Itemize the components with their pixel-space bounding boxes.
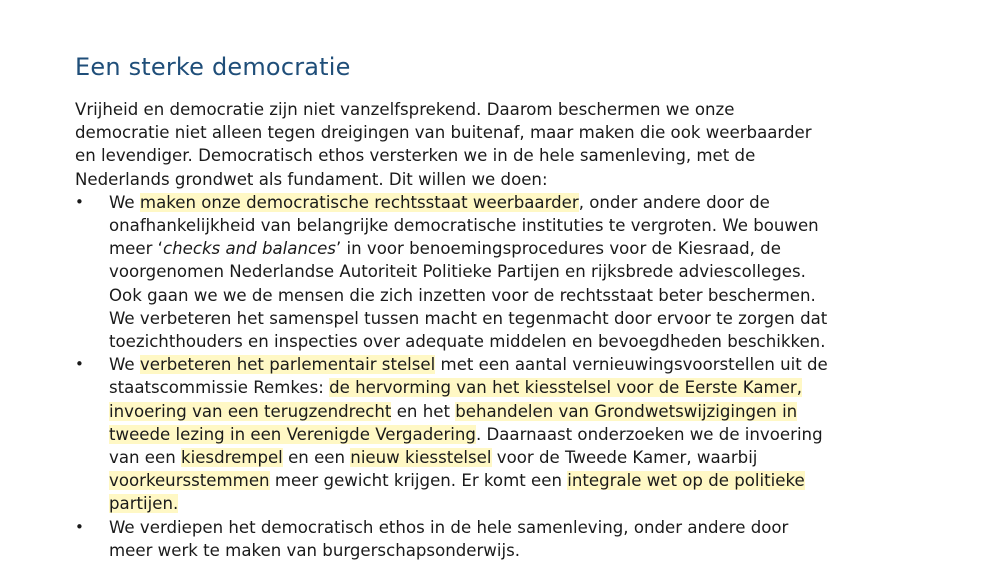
- text-segment: , onder andere door de: [578, 192, 770, 212]
- bullet-line: [109, 191, 975, 214]
- intro-line: democratie niet alleen tegen dreigingen van buitenaf, maar maken die ook weerbaarder: [75, 123, 812, 143]
- bullet-dot-icon: •: [75, 355, 84, 374]
- bullet-line: [109, 307, 975, 330]
- intro-line: Vrijheid en democratie zijn niet vanzelfsprekend. Daarom beschermen we onze: [75, 100, 735, 119]
- highlighted-text: kiesdrempel: [181, 448, 283, 468]
- bullet-line: [109, 539, 975, 562]
- text-segment: en het: [391, 401, 456, 421]
- bullet-line: [109, 214, 975, 237]
- bullet-line: [109, 353, 975, 376]
- text-segment: meer ‘: [109, 239, 163, 259]
- text-segment: onafhankelijkheid van belangrijke democratische instituties te vergroten. We bouwen: [109, 216, 819, 236]
- text-segment: . Daarnaast onderzoeken we de invoering: [475, 424, 823, 444]
- highlighted-text: maken onze democratische rechtsstaat weerbaarder: [139, 192, 579, 212]
- highlighted-text: behandelen van Grondwetswijzigingen in: [455, 401, 798, 421]
- text-segment: We verbeteren het samenspel tussen macht en tegenmacht door ervoor te zorgen dat: [109, 308, 828, 328]
- text-segment: We: [109, 192, 140, 212]
- bullet-dot-icon: •: [75, 517, 84, 536]
- text-segment: meer werk te maken van burgerschapsonderwijs.: [109, 540, 521, 560]
- bullet-item: [75, 516, 975, 562]
- highlighted-text: verbeteren het parlementair stelsel: [139, 355, 436, 375]
- text-segment: voorgenomen Nederlandse Autoriteit Politieke Partijen en rijksbrede adviescolleges.: [109, 262, 806, 282]
- bullet-dot-icon: •: [75, 192, 84, 211]
- bullet-line: [109, 423, 975, 446]
- highlighted-text: nieuw kiesstelsel: [350, 448, 492, 468]
- intro-line: Nederlands grondwet als fundament. Dit willen we doen:: [75, 169, 548, 189]
- bullet-line: [109, 469, 975, 492]
- italic-text: checks and balances: [162, 239, 336, 259]
- section-heading: Een sterke democratie: [75, 53, 351, 81]
- bullet-line: [109, 400, 975, 423]
- intro-paragraph: [75, 98, 975, 191]
- bullet-item: [75, 191, 975, 353]
- text-segment: van een: [109, 448, 181, 468]
- bullet-line: [109, 237, 975, 260]
- text-segment: We verdiepen het democratisch ethos in de hele samenleving, onder andere door: [109, 517, 789, 537]
- bullet-line: [109, 260, 975, 283]
- bullet-line: [109, 284, 975, 307]
- intro-line: en levendiger. Democratisch ethos versterken we in de hele samenleving, met de: [75, 146, 756, 166]
- highlighted-text: partijen.: [109, 494, 179, 514]
- text-segment: met een aantal vernieuwingsvoorstellen uit de: [435, 355, 828, 375]
- highlighted-text: invoering van een terugzendrecht: [109, 401, 392, 421]
- text-segment: Ook gaan we we de mensen die zich inzetten voor de rechtsstaat beter beschermen.: [109, 285, 816, 305]
- text-segment: voor de Tweede Kamer, waarbij: [491, 448, 758, 468]
- bullet-line: [109, 446, 975, 469]
- text-segment: meer gewicht krijgen. Er komt een: [269, 471, 568, 491]
- document-body: [75, 98, 975, 562]
- text-segment: en een: [282, 448, 351, 468]
- highlighted-text: integrale wet op de politieke: [567, 471, 805, 491]
- bullet-item: [75, 353, 975, 515]
- highlighted-text: tweede lezing in een Verenigde Vergadering: [109, 424, 476, 444]
- bullet-line: [109, 330, 975, 353]
- text-segment: staatscommissie Remkes:: [109, 378, 330, 398]
- bullet-line: [109, 492, 975, 515]
- highlighted-text: de hervorming van het kiesstelsel voor de Eerste Kamer,: [329, 378, 802, 398]
- bullet-list: [75, 191, 975, 562]
- highlighted-text: voorkeursstemmen: [109, 471, 270, 491]
- text-segment: ’ in voor benoemingsprocedures voor de Kiesraad, de: [335, 239, 781, 259]
- text-segment: toezichthouders en inspecties over adequate middelen en bevoegdheden beschikken.: [109, 332, 826, 352]
- text-segment: We: [109, 355, 140, 375]
- bullet-line: [109, 516, 975, 539]
- bullet-line: [109, 376, 975, 399]
